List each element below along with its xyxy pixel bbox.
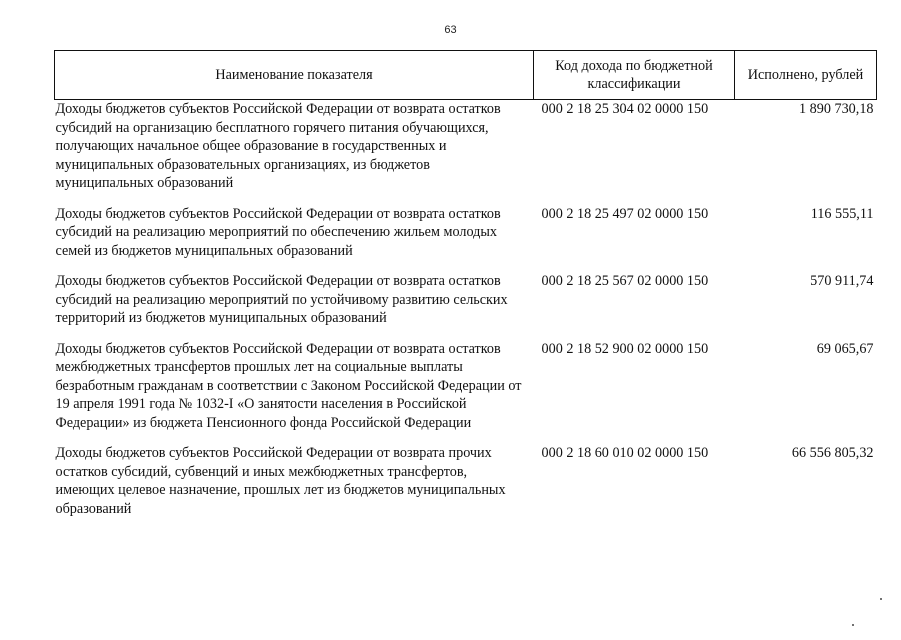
- row-indicator-name: Доходы бюджетов субъектов Российской Федерации от возврата остатков субсидий на организацию бесплатного горячего питания обучающихся, получающих начальное общее образование в государственных и муниципальных образовательных организациях, из бюджетов муниципальных образований: [55, 101, 501, 191]
- row-executed-amount: 1 890 730,18: [799, 101, 874, 117]
- table-row: [55, 100, 877, 205]
- row-revenue-code: 000 2 18 52 900 02 0000 150: [541, 340, 709, 357]
- header-executed-amount: Исполнено, рублей: [735, 51, 877, 100]
- row-revenue-code: 000 2 18 25 304 02 0000 150: [541, 101, 709, 117]
- table-header-row: [55, 51, 877, 100]
- row-indicator-name: Доходы бюджетов субъектов Российской Федерации от возврата остатков межбюджетных трансфертов прошлых лет на социальные выплаты безработным гражданам в соответствии с Законом Российской Федерации от 19 апреля 1991 года № 1032-I «О занятости населения в Российской Федерации» из бюджета Пенсионного фонда Российской Федерации: [55, 340, 522, 431]
- header-revenue-code: Код дохода по бюджетной классификации: [534, 51, 735, 100]
- row-executed-amount: 570 911,74: [810, 273, 874, 289]
- row-executed-amount: 66 556 805,32: [791, 445, 874, 461]
- revenue-table: [54, 50, 877, 518]
- scan-speck: [852, 624, 854, 626]
- row-indicator-name: Доходы бюджетов субъектов Российской Федерации от возврата прочих остатков субсидий, субвенций и иных межбюджетных трансфертов, имеющих целевое назначение, прошлых лет из бюджетов муниципальных образований: [55, 445, 506, 517]
- row-executed-amount: 116 555,11: [810, 205, 874, 222]
- row-revenue-code: 000 2 18 25 567 02 0000 150: [541, 273, 709, 289]
- table-row: [55, 205, 877, 273]
- row-indicator-name: Доходы бюджетов субъектов Российской Федерации от возврата остатков субсидий на реализацию мероприятий по устойчивому развитию сельских территорий из бюджетов муниципальных образований: [55, 273, 508, 326]
- table-row: [55, 272, 877, 340]
- header-indicator-name: Наименование показателя: [55, 51, 534, 100]
- row-indicator-name: Доходы бюджетов субъектов Российской Федерации от возврата остатков субсидий на реализацию мероприятий по обеспечению жильем молодых семей из бюджетов муниципальных образований: [55, 205, 501, 259]
- table-row: [55, 444, 877, 518]
- page-number: 63: [444, 24, 457, 36]
- row-executed-amount: 69 065,67: [816, 340, 874, 357]
- table-row: [55, 340, 877, 445]
- scan-speck: [880, 598, 882, 600]
- row-revenue-code: 000 2 18 25 497 02 0000 150: [541, 205, 709, 222]
- row-revenue-code: 000 2 18 60 010 02 0000 150: [541, 445, 709, 461]
